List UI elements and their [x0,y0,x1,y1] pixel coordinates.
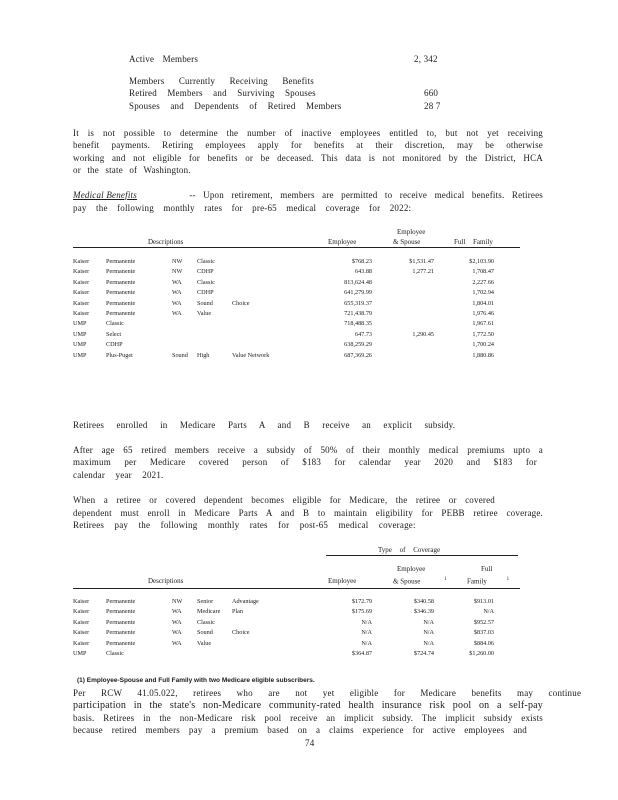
table2-row-cell-option: Classic [197,618,215,626]
table1-row-cell-family: 1,976.46 [472,310,494,317]
table1-employee-spouse-bottom: & Spouse [393,238,421,246]
table1-row-cell-family: $2,103.90 [469,258,494,265]
table2-row-cell-family: N/A [483,608,494,616]
table2-row-cell-extra: Plan [232,608,244,616]
rcw-paragraph-line-3: basis. Retirees in the non-Medicare risk pool receive an implicit subsidy. The implicit subsidy exists [73,713,543,723]
table2-row-cell-region: NW [172,598,183,605]
table2-employee-header: Employee [328,577,357,585]
table1-row-cell-plan: Kaiser [73,278,90,286]
table2-row-cell-type: Permanente [106,639,136,647]
eligibility-paragraph-line-2: dependent must enroll in Medicare Parts A and B to maintain eligibility for PEBB retiree coverage. [73,508,543,518]
table1-row-cell-family: 1,880.86 [472,351,494,359]
table2-row-cell-type: Permanente [106,618,136,626]
table1-row-cell-employee: $768.23 [351,258,372,265]
table1-row-cell-plan: Kaiser [73,258,90,265]
table2-row-cell-extra: Choice [232,629,250,637]
table2-row-cell-spouse: N/A [423,639,434,647]
table1-row-cell-type: Plus-Puget [106,351,133,359]
table2-row-cell-employee: N/A [361,629,372,637]
table1-row-cell-plan: UMP [73,341,87,349]
table2-row-cell-plan: Kaiser [73,608,90,616]
table2-row-cell-type: Permanente [106,629,136,637]
table2-row-cell-option: Sound [197,629,213,637]
table1-employee-header: Employee [328,238,357,246]
table1-row-cell-option: Sound [197,299,213,307]
medicare-subsidy-heading: Retirees enrolled in Medicare Parts A and B receive an explicit subsidy. [73,420,456,430]
table2-row-cell-employee: N/A [361,639,372,647]
table2-employee-spouse-top: Employee [397,565,426,573]
table2-row-cell-spouse: N/A [423,618,434,626]
table1-row-cell-employee: 813,624.48 [344,278,372,286]
table2-coverage-rule [326,555,518,556]
table2-row-cell-family: $884.06 [473,639,494,647]
spouses-dependents-label: Spouses and Dependents of Retired Members [129,101,342,111]
active-members-label: Active Members [129,54,199,64]
table2-row-cell-employee: $175.69 [351,608,372,616]
table1-row-cell-spouse: 1,277.21 [412,268,434,276]
table1-row-cell-family: 1,772.50 [472,330,494,338]
table1-row-cell-extra: Choice [232,299,250,307]
table2-row-cell-extra: Advantage [232,598,259,605]
table1-row-cell-type: Permanente [106,258,136,265]
table2-spouse-footnote-mark: 1 [444,577,447,582]
active-members-value: 2, 342 [414,54,438,64]
page-number: 74 [305,738,315,748]
table1-row-cell-type: Permanente [106,278,136,286]
retired-members-label: Retired Members and Surviving Spouses [129,88,316,98]
table2-row-cell-family: $1,260.00 [469,650,494,657]
table2-spouse-label: & Spouse [393,577,421,586]
table2-full-top: Full [481,565,493,573]
table2-family-label: Family [467,577,487,586]
table2-row-cell-region: WA [172,629,182,637]
medical-benefits-line-2: pay the following monthly rates for pre-65 medical coverage for 2022: [73,203,412,213]
eligibility-paragraph-line-3: Retirees pay the following monthly rates for post-65 medical coverage: [73,520,416,530]
table2-row-cell-plan: Kaiser [73,618,90,626]
table2-descriptions-header: Descriptions [148,577,184,585]
table1-row-cell-plan: Kaiser [73,268,90,276]
table2-row-cell-option: Value [197,639,212,647]
table1-row-cell-plan: Kaiser [73,299,90,307]
table1-full-family-header: Full Family [454,238,493,246]
table2-full-family-bottom [467,577,509,585]
table1-row-cell-spouse: $1,531.47 [409,258,434,265]
table2-row-cell-option: Medicare [197,608,221,616]
table2-row-cell-spouse: $346.39 [413,608,434,616]
table1-row-cell-type: Permanente [106,289,136,297]
table1-row-cell-option: Classic [197,258,215,265]
table1-header-rule [73,247,520,248]
table2-row-cell-type: Permanente [106,608,136,616]
table1-row-cell-region: NW [172,268,183,276]
table1-row-cell-plan: UMP [73,320,87,328]
spouses-dependents-value: 28 7 [424,101,441,111]
table1-row-cell-type: Permanente [106,268,136,276]
medical-benefits-title: Medical Benefits [73,190,137,200]
table2-row-cell-plan: Kaiser [73,629,90,637]
table2-row-cell-region: WA [172,618,182,626]
table1-row-cell-type: Select [106,330,122,338]
table1-row-cell-spouse: 1,290.45 [412,330,434,338]
eligibility-paragraph-line-1: When a retiree or covered dependent becomes eligible for Medicare, the retiree or covered [73,495,495,505]
table1-row-cell-employee: 655,319.37 [344,299,372,307]
inactive-paragraph-line-4: or the state of Washington. [73,165,191,175]
table2-row-cell-plan: UMP [73,650,87,657]
table2-row-cell-type: Permanente [106,598,136,605]
medical-benefits-intro: -- Upon retirement, members are permitted to receive medical benefits. Retirees [189,190,543,200]
receiving-benefits-label: Members Currently Receiving Benefits [129,76,314,86]
table2-employee-spouse-bottom [393,577,447,585]
table2-row-cell-spouse: $724.74 [413,650,434,657]
table1-row-cell-employee: 647.73 [354,330,372,338]
table2-row-cell-option: Senior [197,598,214,605]
table1-row-cell-employee: 718,488.35 [344,320,372,328]
table1-row-cell-region: WA [172,310,182,317]
table1-row-cell-region: NW [172,258,183,265]
table1-row-cell-region: WA [172,278,182,286]
table2-row-cell-spouse: N/A [423,629,434,637]
rcw-paragraph-line-2: participation in the state's non-Medicare community-rated health insurance risk pool on a self-pay [73,700,543,711]
table1-row-cell-employee: 641,279.99 [344,289,372,297]
table1-row-cell-region: Sound [172,351,188,359]
table1-row-cell-option: CDHP [197,268,214,276]
table1-row-cell-plan: UMP [73,351,87,359]
table2-row-cell-family: $952.57 [473,618,494,626]
table1-row-cell-family: 1,967.61 [472,320,494,328]
table1-row-cell-type: Permanente [106,310,136,317]
table1-row-cell-type: CDHP [106,341,123,349]
table1-row-cell-type: Permanente [106,299,136,307]
table2-row-cell-plan: Kaiser [73,639,90,647]
table2-type-of-coverage: Type of Coverage [378,546,441,554]
table1-row-cell-option: CDHP [197,289,214,297]
table2-row-cell-spouse: $340.58 [413,598,434,605]
table1-row-cell-extra: Value Network [232,351,270,359]
table2-row-cell-family: $837.03 [473,629,494,637]
table1-row-cell-family: 2,227.66 [472,278,494,286]
table1-row-cell-option: Classic [197,278,215,286]
table1-row-cell-region: WA [172,289,182,297]
table2-row-cell-type: Classic [106,650,124,657]
inactive-paragraph-line-3: working and not eligible for benefits or be deceased. This data is not monitored by the District, HCA [73,153,543,163]
subsidy-paragraph-line-3: calendar year 2021. [73,470,164,480]
table1-row-cell-employee: 643.88 [354,268,372,276]
table2-row-cell-employee: $172.79 [351,598,372,605]
table1-row-cell-type: Classic [106,320,124,328]
medical-benefits-heading [73,190,543,200]
table1-row-cell-plan: Kaiser [73,310,90,317]
table1-row-cell-employee: 687,369.26 [344,351,372,359]
table2-row-cell-region: WA [172,639,182,647]
table2-row-cell-employee: $364.87 [351,650,372,657]
table1-row-cell-employee: 721,438.79 [344,310,372,317]
table1-row-cell-family: 1,708.47 [472,268,494,276]
table1-row-cell-plan: UMP [73,330,87,338]
table2-row-cell-plan: Kaiser [73,598,90,605]
inactive-paragraph-line-1: It is not possible to determine the number of inactive employees entitled to, but not yet receiving [73,128,543,138]
table1-row-cell-employee: 638,259.29 [344,341,372,349]
table1-row-cell-family: 1,702.94 [472,289,494,297]
table1-employee-spouse-top: Employee [397,228,426,236]
subsidy-paragraph-line-1: After age 65 retired members receive a subsidy of 50% of their monthly medical premiums upto a [73,445,543,455]
table1-row-cell-family: 1,700.24 [472,341,494,349]
table1-row-cell-family: 1,804.01 [472,299,494,307]
table2-row-cell-region: WA [172,608,182,616]
rcw-paragraph-line-4: because retired members pay a premium based on a claims experience for active employees and [73,725,527,735]
table1-row-cell-region: WA [172,299,182,307]
table1-descriptions-header: Descriptions [148,238,184,246]
subsidy-paragraph-line-2: maximum per Medicare covered person of $183 for calendar year 2020 and $183 for [73,457,537,467]
table1-row-cell-plan: Kaiser [73,289,90,297]
inactive-paragraph-line-2: benefit payments. Retiring employees apply for benefits at their discretion, may be otherwise [73,140,543,150]
rcw-paragraph-line-1: Per RCW 41.05.022, retirees who are not yet eligible for Medicare benefits may continue [73,688,582,698]
table2-row-cell-family: $913.01 [473,598,494,605]
table2-header-rule [73,588,520,589]
table2-row-cell-employee: N/A [361,618,372,626]
retired-members-value: 660 [424,88,439,98]
table1-row-cell-option: Value [197,310,212,317]
table1-row-cell-option: High [197,351,210,359]
table2-family-footnote-mark: 1 [506,577,510,582]
footnote: (1) Employee-Spouse and Full Family with two Medicare eligible subscribers. [77,677,315,684]
